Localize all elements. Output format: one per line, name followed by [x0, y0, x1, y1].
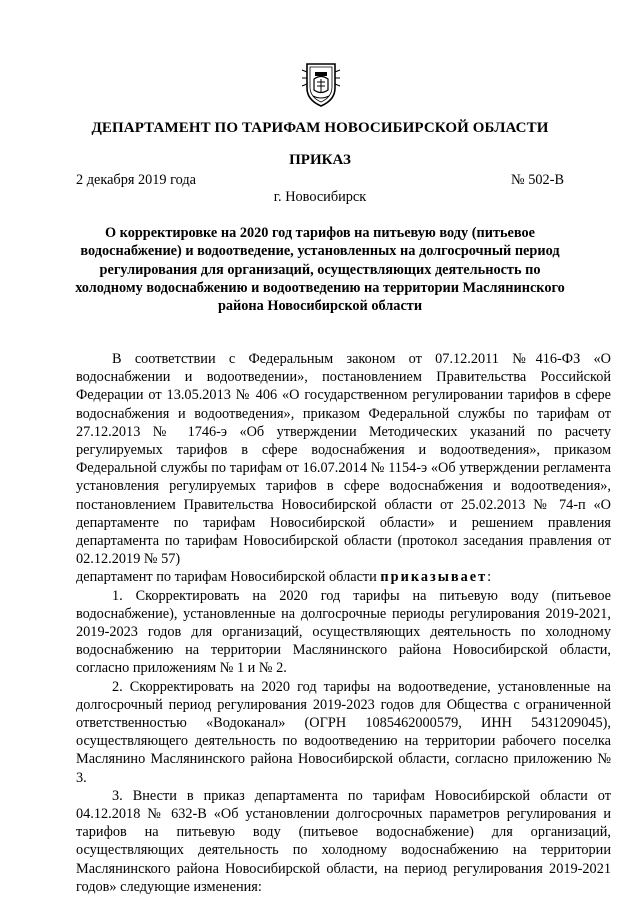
department-title: ДЕПАРТАМЕНТ ПО ТАРИФАМ НОВОСИБИРСКОЙ ОБЛАСТИ	[91, 120, 549, 136]
item-2-paragraph: 2. Скорректировать на 2020 год тарифы на водоотведение, установленные на долгосрочный период регулирования 2019-2023 годов для Общества с ограниченной ответственностью «Водоканал» (ОГРН 1085462000579, ИНН 5431209045), осуществляющего деятельность по водоотведению на территории рабочего поселка Маслянино Маслянинского района Новосибирской области, согласно приложению № 3.	[76, 678, 611, 786]
preamble-paragraph: В соответствии с Федеральным законом от 07.12.2011 №416-ФЗ «О водоснабжении и водоотведении», постановлением Правительства Российской Федерации от 13.05.2013 № 406 «О государственном регулировании тарифов в сфере водоснабжения и водоотведения», приказом Федеральной службы по тарифам от 27.12.2013 № 1746-э «Об утверждении Методических указаний по расчету регулируемых тарифов в сфере водоснабжения и водоотведения», приказом Федеральной службы по тарифам от 16.07.2014 № 1154-э «Об утверждении регламента установления регулируемых тарифов в сфере водоснабжения и водоотведения», постановлением Правительства Новосибирской области от 25.02.2013 № 74-п «О департаменте по тарифам Новосибирской области» и решением правления департамента по тарифам Новосибирской области (протокол заседания правления от 02.12.2019 № 57)	[76, 351, 611, 568]
orders-prefix: департамент по тарифам Новосибирской области	[76, 569, 381, 586]
orders-line	[76, 568, 611, 586]
item-3-paragraph: 3. Внести в приказ департамента по тарифам Новосибирской области от 04.12.2018 № 632-В «Об установлении долгосрочных параметров регулирования и тарифов на питьевую воду (питьевое водоснабжение) для организаций, осуществляющих деятельность по холодному водоснабжению на территории Маслянинского района Новосибирской области, на период регулирования 2019-2021 годов» следующие изменения:	[76, 787, 611, 895]
order-body	[76, 350, 611, 896]
coat-of-arms-emblem	[301, 60, 341, 108]
order-subject: О корректировке на 2020 год тарифов на питьевую воду (питьевое водоснабжение) и водоотведение, установленных на долгосрочный период регулирования для организаций, осуществляющих деятельность по холодному водоснабжению и водоотведению на территории Маслянинского района Новосибирской области	[75, 225, 565, 315]
order-date: 2 декабря 2019 года	[76, 172, 197, 188]
order-number: № 502-В	[511, 172, 564, 188]
document-type-heading: ПРИКАЗ	[289, 152, 351, 168]
order-city: г. Новосибирск	[273, 189, 367, 205]
orders-word: приказывает	[380, 569, 488, 586]
item-1-paragraph: 1. Скорректировать на 2020 год тарифы на питьевую воду (питьевое водоснабжение), установленные на долгосрочные периоды регулирования 2019-2021, 2019-2023 годов для организаций, осуществляющих деятельность по холодному водоснабжению на территории Маслянинского района Новосибирской области, согласно приложениям № 1 и № 2.	[76, 587, 611, 677]
orders-suffix: :	[487, 569, 492, 586]
